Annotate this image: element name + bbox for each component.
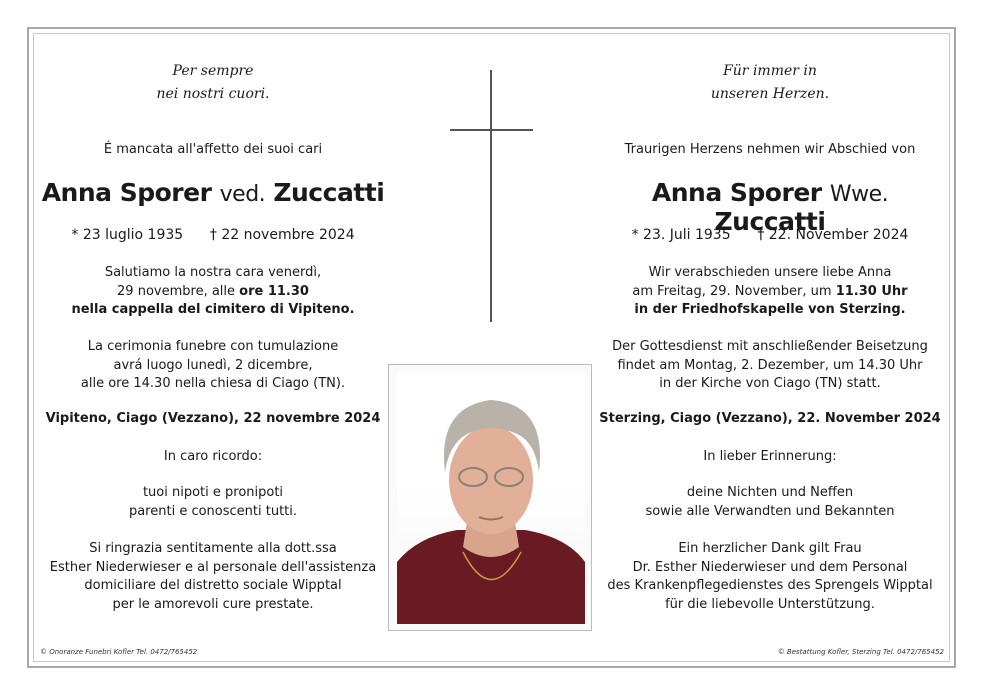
name-last: Zuccatti: [714, 207, 826, 236]
name-mid: ved.: [219, 182, 266, 207]
footer-right: © Bestattung Kofler, Sterzing Tel. 0472/765452: [777, 648, 944, 656]
motto-line: Per sempre: [172, 63, 254, 79]
intro-text: Traurigen Herzens nehmen wir Abschied von: [624, 142, 916, 157]
family: [40, 484, 386, 521]
text-line: sowie alle Verwandten und Bekannten: [645, 503, 895, 519]
text-line: Salutiamo la nostra cara venerdì,: [104, 265, 322, 280]
motto-line: nei nostri cuori.: [156, 86, 270, 102]
place-date: Vipiteno, Ciago (Vezzano), 22 novembre 2024: [45, 411, 381, 426]
death-date: † 22. November 2024: [757, 227, 909, 243]
portrait-illustration: [397, 372, 585, 624]
text-line: domiciliare del distretto sociale Wipptal: [84, 578, 342, 593]
text-line: 29 novembre, alle: [117, 283, 240, 299]
dates: [596, 226, 944, 245]
location-bold: nella cappella del cimitero di Vipiteno.: [71, 302, 355, 317]
text-line: Dr. Esther Niederwieser und dem Personal: [632, 559, 908, 575]
italian-column: [40, 0, 386, 692]
cross-icon: [490, 70, 492, 322]
text-line: des Krankenpflegedienstes des Sprengels Wipptal: [607, 578, 933, 593]
text-line: alle ore 14.30 nella chiesa di Ciago (TN).: [80, 376, 346, 391]
time-bold: ore 11.30: [239, 283, 309, 299]
name-last: Zuccatti: [273, 178, 385, 207]
text-line: parenti e conoscenti tutti.: [128, 503, 298, 519]
text-line: deine Nichten und Neffen: [686, 485, 854, 500]
text-line: Ein herzlicher Dank gilt Frau: [678, 541, 862, 556]
text-line: tuoi nipoti e pronipoti: [142, 485, 284, 500]
text-line: Esther Niederwieser e al personale dell'assistenza: [49, 559, 377, 575]
german-column: [596, 0, 944, 692]
dates: [40, 226, 386, 245]
portrait-photo: [397, 372, 585, 624]
text-line: La cerimonia funebre con tumulazione: [87, 339, 339, 354]
mass-info: [596, 338, 944, 394]
text-line: per le amorevoli cure prestate.: [112, 596, 314, 612]
cross-icon-bar: [450, 129, 533, 131]
german-motto: [596, 60, 944, 106]
remembrance: In lieber Erinnerung:: [703, 449, 837, 464]
motto-line: Für immer in: [723, 63, 817, 79]
place-date: Sterzing, Ciago (Vezzano), 22. November 2024: [599, 411, 941, 426]
name-mid: Wwe.: [829, 182, 889, 207]
text-line: in der Kirche von Ciago (TN) statt.: [659, 376, 881, 391]
remembrance: In caro ricordo:: [163, 449, 263, 464]
text-line: Wir verabschieden unsere liebe Anna: [648, 265, 892, 280]
thanks: [596, 540, 944, 614]
motto-line: unseren Herzen.: [710, 86, 830, 102]
location-bold: in der Friedhofskapelle von Sterzing.: [634, 302, 906, 317]
text-line: avrá luogo lunedì, 2 dicembre,: [113, 357, 313, 373]
italian-motto: [40, 60, 386, 106]
name-first: Anna Sporer: [41, 178, 212, 207]
text-line: Der Gottesdienst mit anschließender Beisetzung: [612, 339, 928, 354]
text-line: findet am Montag, 2. Dezember, um 14.30 Uhr: [617, 357, 923, 373]
funeral-info: [596, 264, 944, 320]
time-bold: 11.30 Uhr: [835, 283, 908, 299]
birth-date: * 23 luglio 1935: [71, 227, 184, 243]
death-date: † 22 novembre 2024: [209, 227, 355, 243]
text-line: am Freitag, 29. November, um: [632, 283, 836, 299]
name-first: Anna Sporer: [651, 178, 822, 207]
family: [596, 484, 944, 521]
text-line: Si ringrazia sentitamente alla dott.ssa: [89, 541, 337, 556]
footer-left: © Onoranze Funebri Kofler Tel. 0472/765452: [40, 648, 198, 656]
deceased-name: [40, 178, 386, 207]
funeral-info: [40, 264, 386, 320]
text-line: für die liebevolle Unterstützung.: [665, 596, 875, 612]
thanks: [40, 540, 386, 614]
intro-text: É mancata all'affetto dei suoi cari: [103, 142, 323, 157]
mass-info: [40, 338, 386, 394]
birth-date: * 23. Juli 1935: [631, 227, 731, 243]
